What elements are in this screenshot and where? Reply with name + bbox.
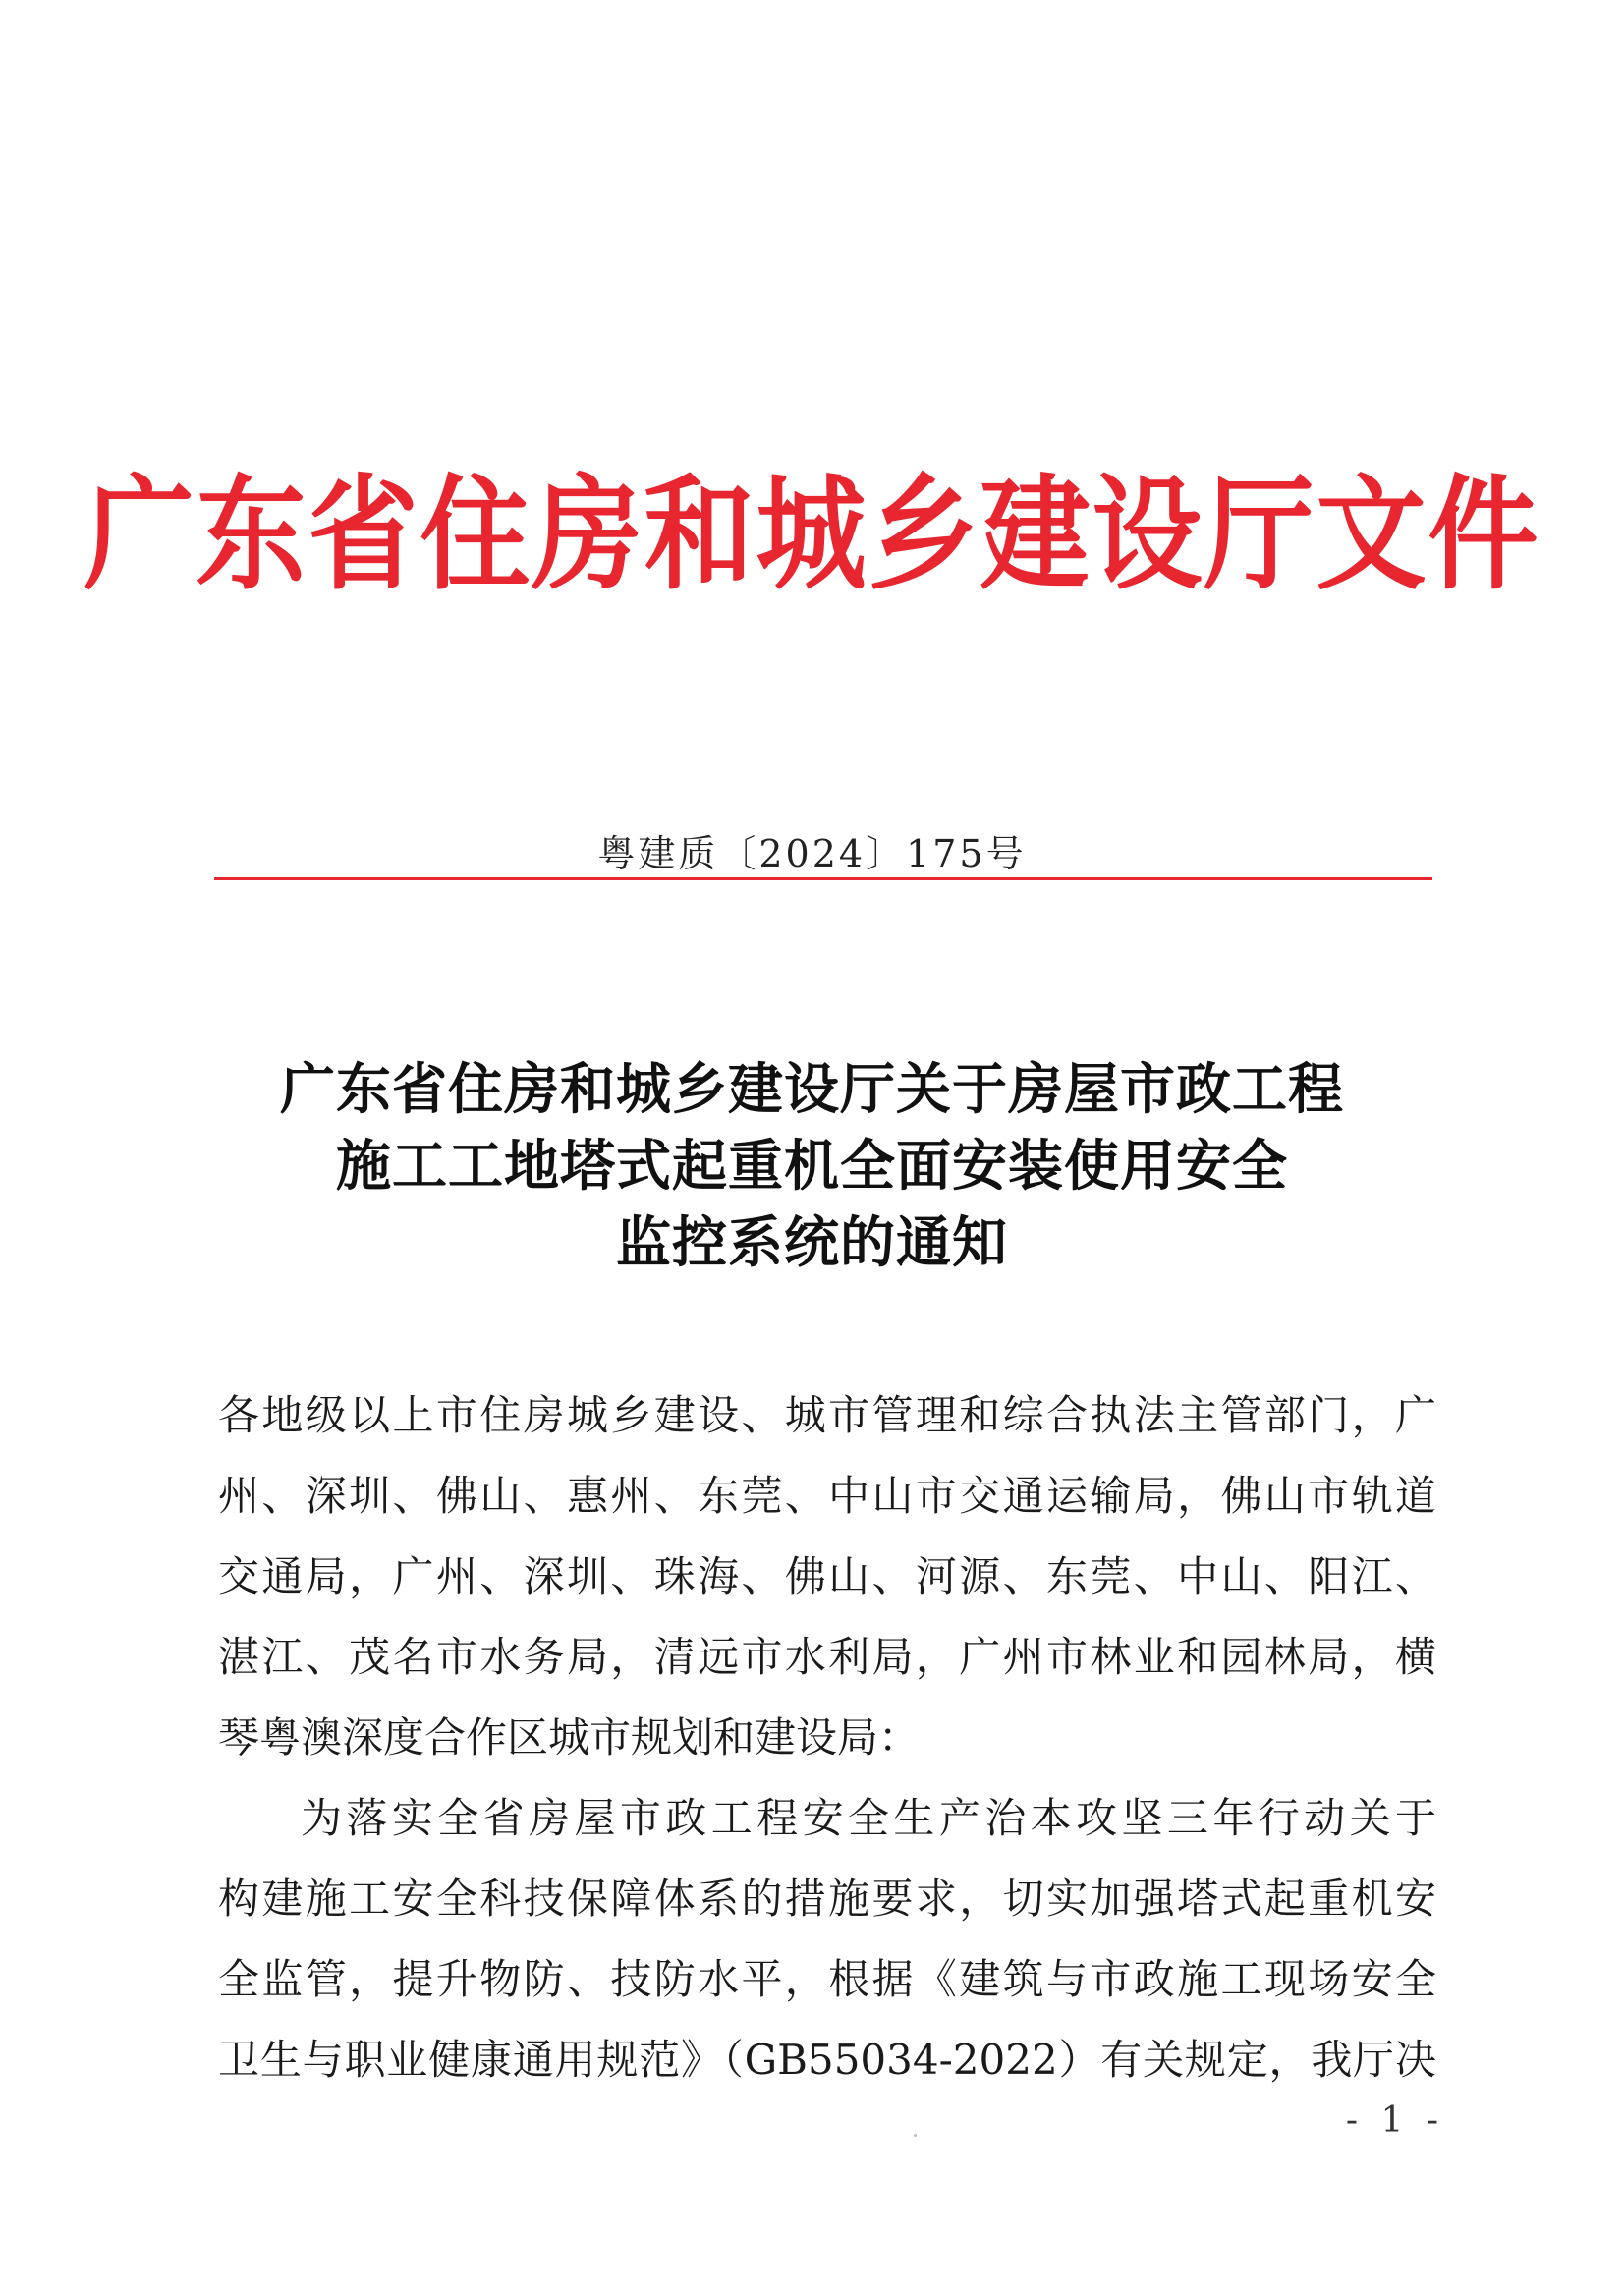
title-line: 监控系统的通知 <box>616 1210 1008 1275</box>
document-number: 粤建质〔2024〕175号 <box>597 832 1027 875</box>
paragraph-line: 卫生与职业健康通用规范》（GB55034-2022）有关规定，我厅决 <box>218 2036 1436 2084</box>
recipients-line: 各地级以上市住房城乡建设、城市管理和综合执法主管部门，广 <box>218 1391 1436 1439</box>
title-line: 广东省住房和城乡建设厅关于房屋市政工程 <box>280 1057 1344 1122</box>
notice-title <box>0 1051 1624 1281</box>
recipients-line: 湛江、茂名市水务局，清远市水利局，广州市林业和园林局，横 <box>218 1633 1436 1681</box>
red-divider-line <box>214 877 1432 880</box>
recipients-line: 琴粤澳深度合作区城市规划和建设局： <box>218 1713 921 1762</box>
page-number: - 1 - <box>1345 2100 1444 2141</box>
title-line: 施工工地塔式起重机全面安装使用安全 <box>336 1134 1288 1199</box>
paragraph-line: 为落实全省房屋市政工程安全生产治本攻坚三年行动关于 <box>301 1794 1436 1842</box>
paragraph-line: 全监管，提升物防、技防水平，根据《建筑与市政施工现场安全 <box>218 1955 1436 2003</box>
masthead-title: 广东省住房和城乡建设厅文件 <box>84 464 1540 607</box>
recipients-line: 交通局，广州、深圳、珠海、佛山、河源、东莞、中山、阳江、 <box>218 1552 1436 1600</box>
recipients-line: 州、深圳、佛山、惠州、东莞、中山市交通运输局，佛山市轨道 <box>218 1472 1436 1520</box>
body-text <box>218 1375 1436 2100</box>
scan-speck <box>914 2134 917 2137</box>
paragraph-line: 构建施工安全科技保障体系的措施要求，切实加强塔式起重机安 <box>218 1875 1436 1923</box>
